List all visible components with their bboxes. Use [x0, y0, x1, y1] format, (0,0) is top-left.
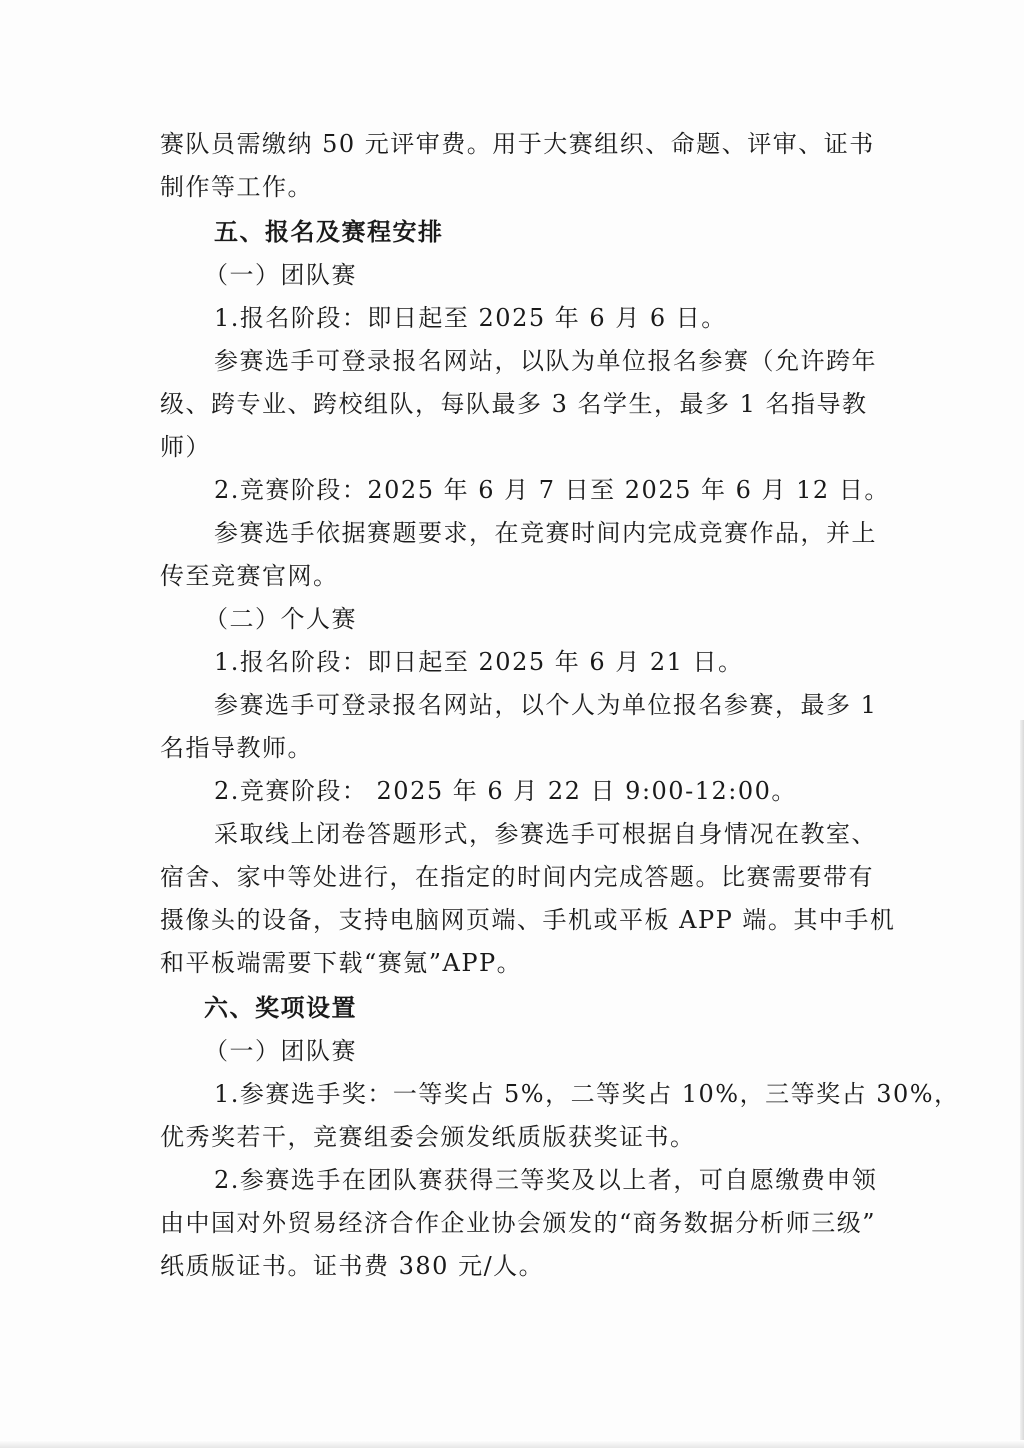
team-registration-stage: 1.报名阶段：即日起至 2025 年 6 月 6 日。	[214, 304, 727, 332]
team-registration-desc-line3: 师）	[160, 433, 211, 461]
individual-competition-stage: 2.竞赛阶段： 2025 年 6 月 22 日 9:00-12:00。	[214, 777, 797, 805]
team-competition-desc-line2: 传至竞赛官网。	[160, 562, 339, 590]
individual-competition-desc-line3: 摄像头的设备，支持电脑网页端、手机或平板 APP 端。其中手机	[160, 906, 896, 934]
subheading-team-awards: （一）团队赛	[204, 1037, 357, 1065]
subheading-individual-contest: （二）个人赛	[204, 605, 357, 633]
scan-edge-shadow-bottom	[0, 1440, 1024, 1448]
individual-registration-desc-line1: 参赛选手可登录报名网站，以个人为单位报名参赛，最多 1	[214, 691, 878, 719]
paragraph-fee-line1: 赛队员需缴纳 50 元评审费。用于大赛组织、命题、评审、证书	[160, 130, 875, 158]
paragraph-fee-line2: 制作等工作。	[160, 173, 313, 201]
individual-competition-desc-line2: 宿舍、家中等处进行，在指定的时间内完成答题。比赛需要带有	[160, 863, 874, 891]
individual-registration-stage: 1.报名阶段：即日起至 2025 年 6 月 21 日。	[214, 648, 744, 676]
scan-edge-shadow-right	[1020, 720, 1024, 1448]
subheading-team-contest: （一）团队赛	[204, 261, 357, 289]
team-registration-desc-line2: 级、跨专业、跨校组队，每队最多 3 名学生，最多 1 名指导教	[160, 390, 868, 418]
team-registration-desc-line1: 参赛选手可登录报名网站，以队为单位报名参赛（允许跨年	[214, 347, 877, 375]
individual-registration-desc-line2: 名指导教师。	[160, 734, 313, 762]
individual-competition-desc-line1: 采取线上闭卷答题形式，参赛选手可根据自身情况在教室、	[214, 820, 877, 848]
award-certificate-line3: 纸质版证书。证书费 380 元/人。	[160, 1252, 545, 1280]
team-competition-desc-line1: 参赛选手依据赛题要求，在竞赛时间内完成竞赛作品，并上	[214, 519, 877, 547]
award-contestant-line2: 优秀奖若干，竞赛组委会颁发纸质版获奖证书。	[160, 1123, 696, 1151]
section-heading-awards: 六、奖项设置	[204, 993, 357, 1022]
award-certificate-line2: 由中国对外贸易经济合作企业协会颁发的“商务数据分析师三级”	[160, 1209, 877, 1237]
award-contestant-line1: 1.参赛选手奖：一等奖占 5%，二等奖占 10%，三等奖占 30%，	[214, 1080, 960, 1108]
individual-competition-desc-line4: 和平板端需要下载“赛氪”APP。	[160, 949, 523, 977]
section-heading-registration: 五、报名及赛程安排	[214, 217, 444, 246]
team-competition-stage: 2.竞赛阶段：2025 年 6 月 7 日至 2025 年 6 月 12 日。	[214, 476, 890, 504]
award-certificate-line1: 2.参赛选手在团队赛获得三等奖及以上者，可自愿缴费申领	[214, 1166, 878, 1194]
